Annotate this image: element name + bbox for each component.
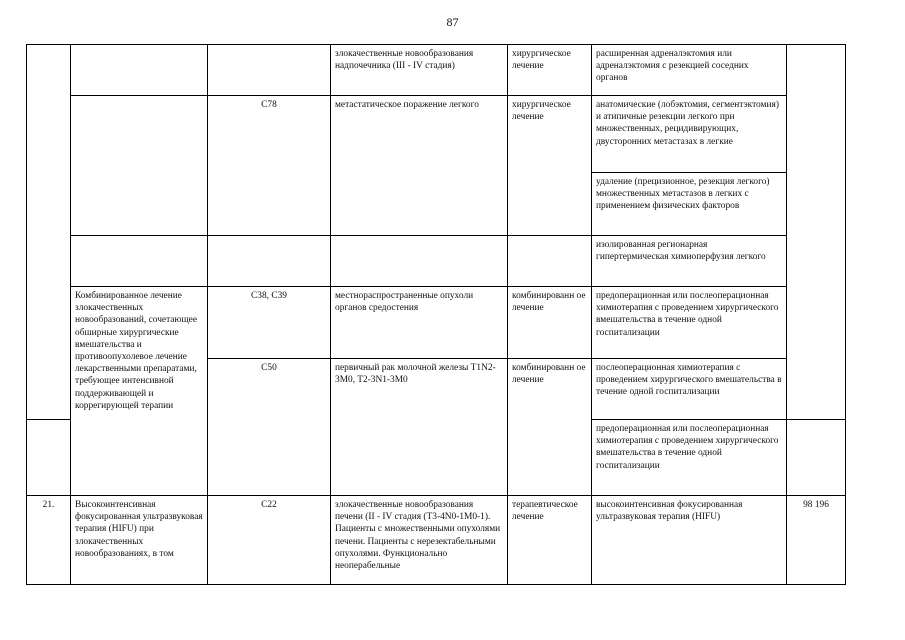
- cell-number-empty: [27, 420, 71, 496]
- cell-code: C22: [208, 496, 331, 585]
- cell-cost: 98 196: [787, 496, 846, 585]
- cell-treatment-type: комбинированн ое лечение: [508, 359, 592, 496]
- cell-method: расширенная адреналэктомия или адреналэктомия с резекцией соседних органов: [592, 45, 787, 96]
- cell-code: C50: [208, 359, 331, 496]
- cell-code-empty: [208, 236, 331, 287]
- table-row: [27, 287, 846, 359]
- cell-diagnosis: местнораспространенные опухоли органов средостения: [331, 287, 508, 359]
- cell-treatment-type: хирургическое лечение: [508, 45, 592, 96]
- cell-code-empty: [208, 45, 331, 96]
- cell-diagnosis: первичный рак молочной железы T1N2-3M0, T2-3N1-3M0: [331, 359, 508, 496]
- cell-method: предоперационная или послеоперационная химиотерапия с проведением хирургического вмешательства в течение одной госпитализации: [592, 287, 787, 359]
- cell-name: Высокоинтенсивная фокусированная ультразвуковая терапия (HIFU) при злокачественных новообразованиях, в том: [71, 496, 208, 585]
- cell-cost-empty: [787, 420, 846, 496]
- table-row: [27, 45, 846, 96]
- cell-name-empty: [71, 96, 208, 236]
- page-number: 87: [446, 15, 459, 29]
- cell-code: C78: [208, 96, 331, 236]
- cell-treatment-type: хирургическое лечение: [508, 96, 592, 236]
- cell-method: анатомические (лобэктомия, сегментэктомия) и атипичные резекции легкого при множественных, рецидивирующих, двусторонних метастазах в легкие: [592, 96, 787, 173]
- cell-name: Комбинированное лечение злокачественных новообразований, сочетающее обширные хирургические вмешательства и противоопухолевое лечение лекарственными препаратами, требующее интенсивной поддерживающей и коррегирующей терапии: [71, 287, 208, 496]
- cell-name-empty: [71, 236, 208, 287]
- table-row: [27, 496, 846, 585]
- cell-method: изолированная регионарная гипертермическая химиоперфузия легкого: [592, 236, 787, 287]
- cell-treatment-type-empty: [508, 236, 592, 287]
- cell-method: предоперационная или послеоперационная химиотерапия с проведением хирургического вмешательства в течение одной госпитализации: [592, 420, 787, 496]
- cell-method: послеоперационная химиотерапия с проведением хирургического вмешательства в течение одной госпитализации: [592, 359, 787, 420]
- cell-number: 21.: [27, 496, 71, 585]
- cell-method: высокоинтенсивная фокусированная ультразвуковая терапия (HIFU): [592, 496, 787, 585]
- cell-method: удаление (прецизионное, резекция легкого) множественных метастазов в легких с применением физических факторов: [592, 173, 787, 236]
- cell-code: C38, C39: [208, 287, 331, 359]
- table-row: [27, 236, 846, 287]
- cell-treatment-type: комбинированн ое лечение: [508, 287, 592, 359]
- medical-care-table: [26, 44, 846, 585]
- table-row: [27, 96, 846, 173]
- cell-name-empty: [71, 45, 208, 96]
- cell-diagnosis: злокачественные новообразования надпочечника (III - IV стадия): [331, 45, 508, 96]
- cell-treatment-type: терапевтическое лечение: [508, 496, 592, 585]
- cell-number-empty: [27, 45, 71, 420]
- cell-diagnosis: злокачественные новообразования печени (II - IV стадия (T3-4N0-1M0-1). Пациенты с множественными опухолями печени. Пациенты с нерезектабельными опухолями. Функционально неоперабельные: [331, 496, 508, 585]
- cell-diagnosis-empty: [331, 236, 508, 287]
- cell-diagnosis: метастатическое поражение легкого: [331, 96, 508, 236]
- cell-cost-empty: [787, 45, 846, 420]
